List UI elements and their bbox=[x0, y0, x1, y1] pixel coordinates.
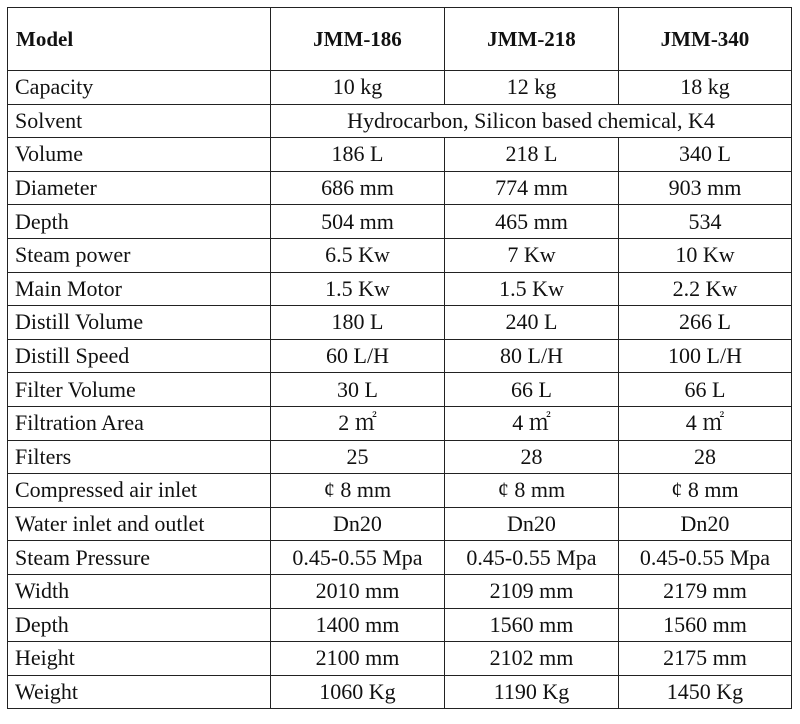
table-row bbox=[8, 272, 792, 306]
table-row bbox=[8, 339, 792, 373]
cell-value: 10 kg bbox=[271, 71, 445, 105]
table-row bbox=[8, 171, 792, 205]
cell-value: 2179 mm bbox=[619, 574, 792, 608]
row-label: Weight bbox=[8, 675, 271, 709]
header-jmm-186: JMM-186 bbox=[271, 8, 445, 71]
table-row bbox=[8, 474, 792, 508]
cell-value: 1450 Kg bbox=[619, 675, 792, 709]
row-label: Steam power bbox=[8, 238, 271, 272]
cell-value: 0.45-0.55 Mpa bbox=[445, 541, 619, 575]
cell-value: 66 L bbox=[445, 373, 619, 407]
cell-value: 28 bbox=[445, 440, 619, 474]
row-label: Depth bbox=[8, 608, 271, 642]
cell-value: 218 L bbox=[445, 138, 619, 172]
cell-value: 60 L/H bbox=[271, 339, 445, 373]
cell-value: 186 L bbox=[271, 138, 445, 172]
cell-value: 4 ㎡ bbox=[445, 406, 619, 440]
header-jmm-218: JMM-218 bbox=[445, 8, 619, 71]
cell-value: 1190 Kg bbox=[445, 675, 619, 709]
cell-value: 2 ㎡ bbox=[271, 406, 445, 440]
cell-value: 2175 mm bbox=[619, 642, 792, 676]
table-row bbox=[8, 507, 792, 541]
row-label: Filter Volume bbox=[8, 373, 271, 407]
header-model: Model bbox=[8, 8, 271, 71]
spec-table-container bbox=[7, 7, 791, 709]
row-label: Volume bbox=[8, 138, 271, 172]
cell-value: 1400 mm bbox=[271, 608, 445, 642]
cell-value: 28 bbox=[619, 440, 792, 474]
table-row bbox=[8, 541, 792, 575]
table-row bbox=[8, 71, 792, 105]
cell-value: ¢ 8 mm bbox=[619, 474, 792, 508]
row-label: Distill Speed bbox=[8, 339, 271, 373]
cell-value: 18 kg bbox=[619, 71, 792, 105]
spec-table bbox=[7, 7, 792, 709]
table-row bbox=[8, 608, 792, 642]
cell-value: 774 mm bbox=[445, 171, 619, 205]
table-body bbox=[8, 71, 792, 709]
cell-value: ¢ 8 mm bbox=[445, 474, 619, 508]
cell-value: 80 L/H bbox=[445, 339, 619, 373]
table-row bbox=[8, 205, 792, 239]
row-label: Water inlet and outlet bbox=[8, 507, 271, 541]
cell-value: 1.5 Kw bbox=[445, 272, 619, 306]
table-header bbox=[8, 8, 792, 71]
cell-value: 340 L bbox=[619, 138, 792, 172]
cell-value: Dn20 bbox=[271, 507, 445, 541]
cell-value: 2100 mm bbox=[271, 642, 445, 676]
table-row bbox=[8, 574, 792, 608]
row-label: Filtration Area bbox=[8, 406, 271, 440]
row-label: Filters bbox=[8, 440, 271, 474]
cell-value: 25 bbox=[271, 440, 445, 474]
cell-value: 4 ㎡ bbox=[619, 406, 792, 440]
cell-value: 1060 Kg bbox=[271, 675, 445, 709]
cell-value: 504 mm bbox=[271, 205, 445, 239]
cell-value: 12 kg bbox=[445, 71, 619, 105]
cell-value: 1560 mm bbox=[619, 608, 792, 642]
cell-value: 1560 mm bbox=[445, 608, 619, 642]
table-row bbox=[8, 138, 792, 172]
row-label: Width bbox=[8, 574, 271, 608]
row-label: Capacity bbox=[8, 71, 271, 105]
row-label: Steam Pressure bbox=[8, 541, 271, 575]
row-label: Main Motor bbox=[8, 272, 271, 306]
table-row bbox=[8, 675, 792, 709]
row-label: Distill Volume bbox=[8, 306, 271, 340]
cell-value: 2.2 Kw bbox=[619, 272, 792, 306]
cell-value: 240 L bbox=[445, 306, 619, 340]
cell-value: 266 L bbox=[619, 306, 792, 340]
table-row bbox=[8, 642, 792, 676]
table-row bbox=[8, 440, 792, 474]
row-label: Compressed air inlet bbox=[8, 474, 271, 508]
cell-value: 7 Kw bbox=[445, 238, 619, 272]
cell-value: ¢ 8 mm bbox=[271, 474, 445, 508]
cell-value: 465 mm bbox=[445, 205, 619, 239]
cell-value: 6.5 Kw bbox=[271, 238, 445, 272]
cell-value: 2102 mm bbox=[445, 642, 619, 676]
cell-value: 0.45-0.55 Mpa bbox=[619, 541, 792, 575]
cell-value: 180 L bbox=[271, 306, 445, 340]
table-row bbox=[8, 306, 792, 340]
cell-value: 534 bbox=[619, 205, 792, 239]
cell-value: 903 mm bbox=[619, 171, 792, 205]
row-label: Depth bbox=[8, 205, 271, 239]
header-jmm-340: JMM-340 bbox=[619, 8, 792, 71]
row-label: Diameter bbox=[8, 171, 271, 205]
cell-value: 686 mm bbox=[271, 171, 445, 205]
cell-value: 0.45-0.55 Mpa bbox=[271, 541, 445, 575]
cell-value: 1.5 Kw bbox=[271, 272, 445, 306]
header-row bbox=[8, 8, 792, 71]
cell-value: 66 L bbox=[619, 373, 792, 407]
cell-value: 30 L bbox=[271, 373, 445, 407]
cell-value: Dn20 bbox=[619, 507, 792, 541]
table-row bbox=[8, 373, 792, 407]
cell-value: 2109 mm bbox=[445, 574, 619, 608]
table-row bbox=[8, 406, 792, 440]
cell-value: 100 L/H bbox=[619, 339, 792, 373]
cell-value: 2010 mm bbox=[271, 574, 445, 608]
row-label: Height bbox=[8, 642, 271, 676]
row-label: Solvent bbox=[8, 104, 271, 138]
cell-value: 10 Kw bbox=[619, 238, 792, 272]
table-row bbox=[8, 238, 792, 272]
cell-merged-value: Hydrocarbon, Silicon based chemical, K4 bbox=[271, 104, 792, 138]
cell-value: Dn20 bbox=[445, 507, 619, 541]
table-row bbox=[8, 104, 792, 138]
